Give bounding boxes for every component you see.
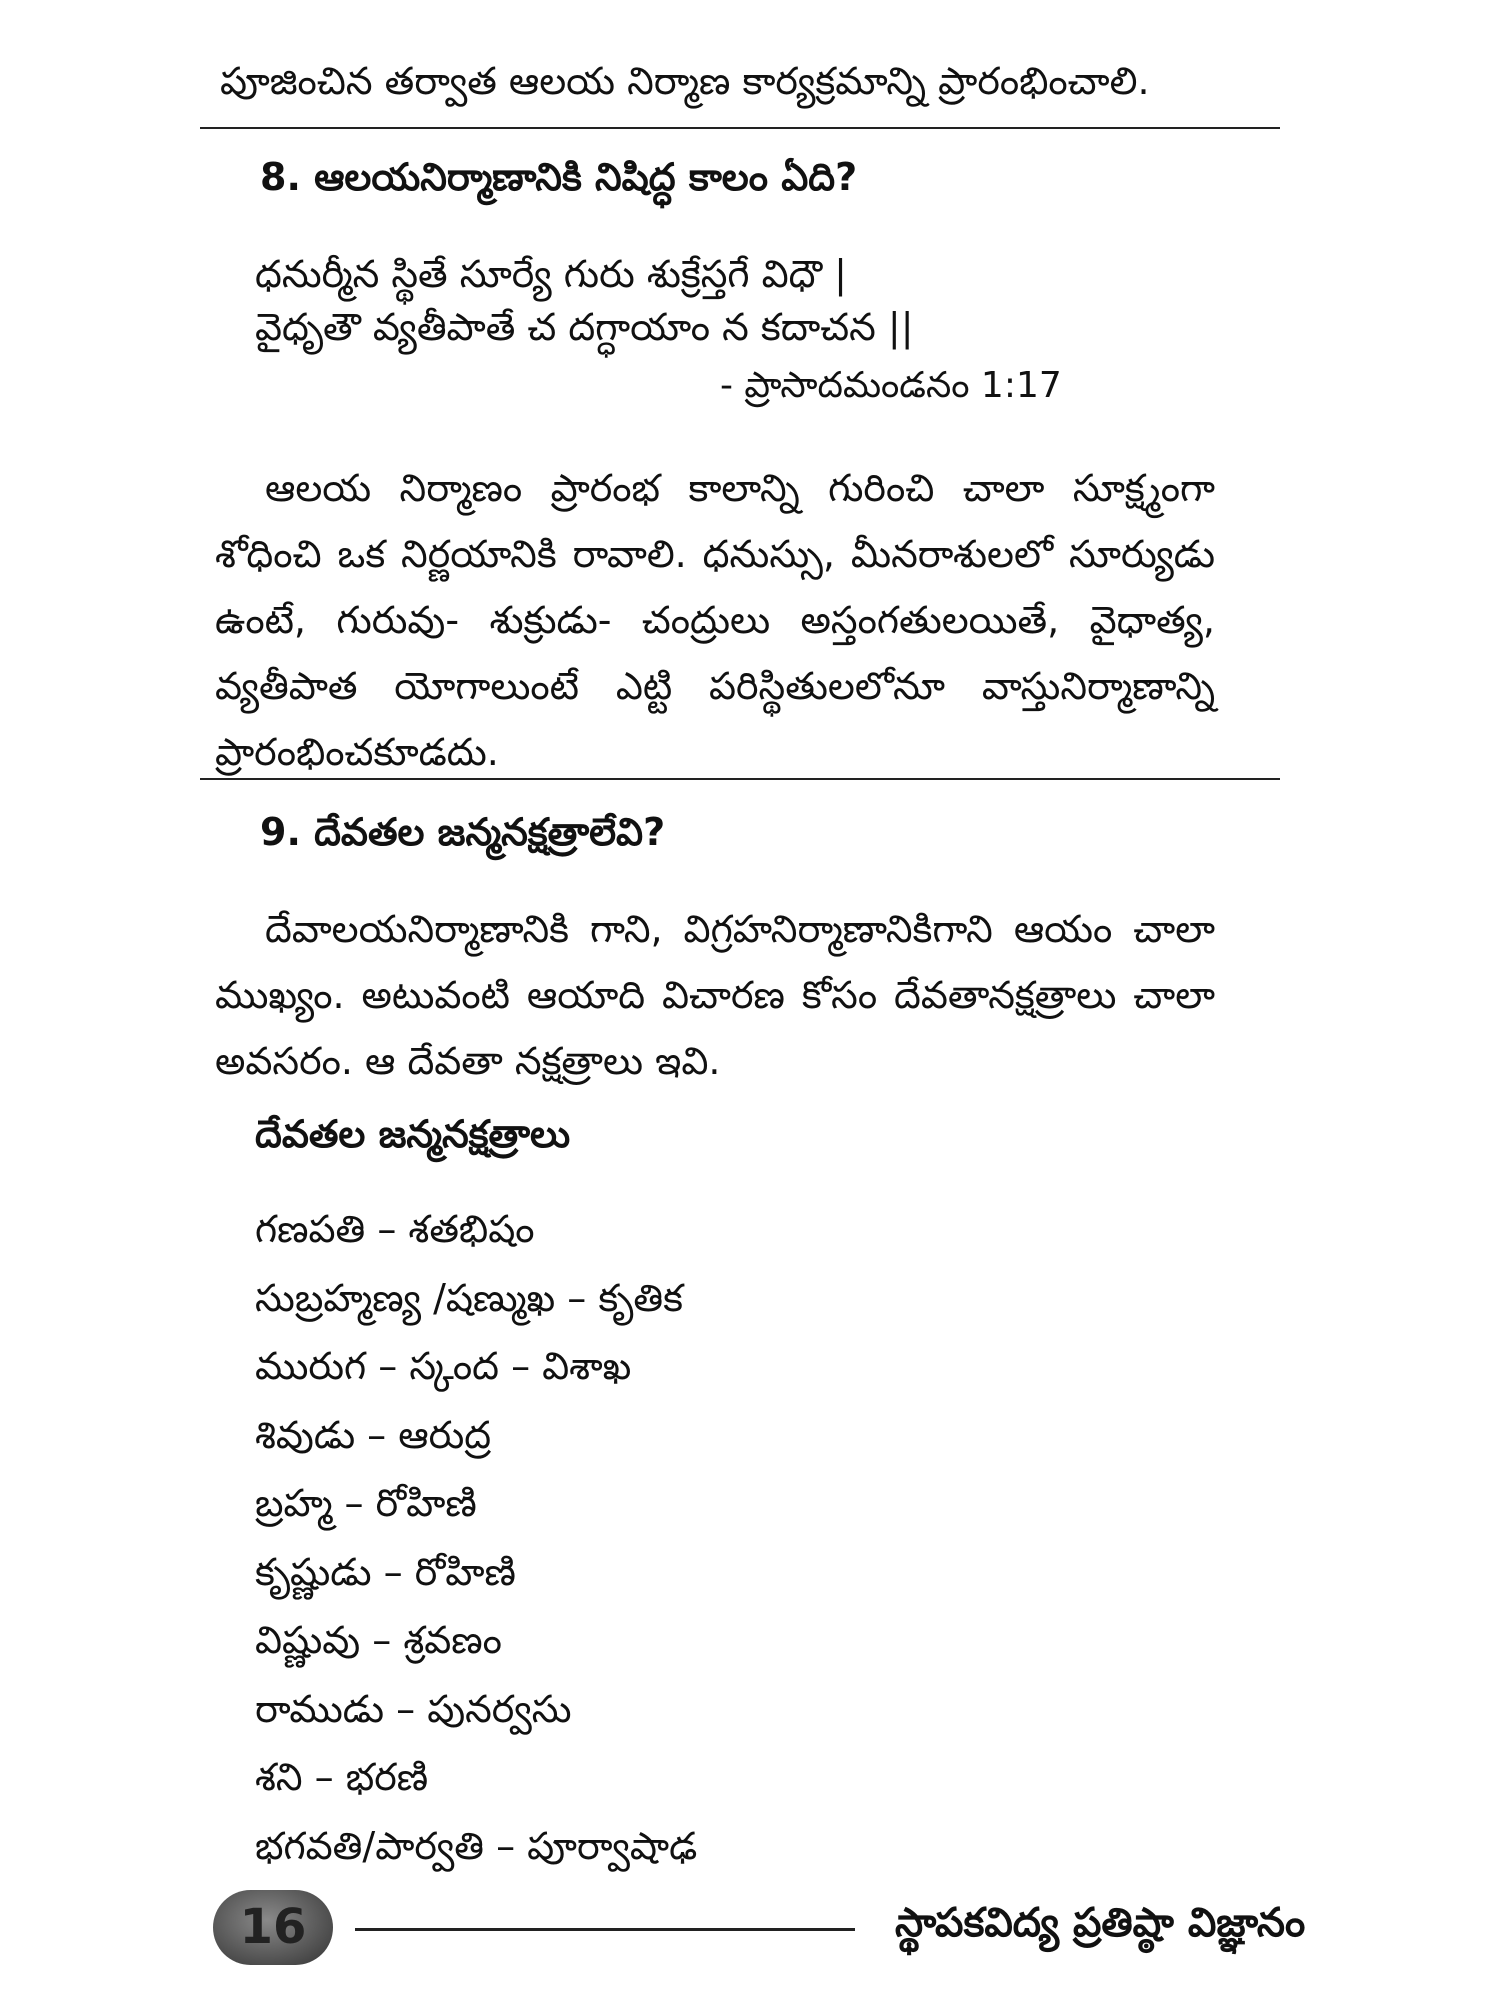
list-item: బ్రహ్మ – రోహిణి	[255, 1481, 477, 1525]
deity-star-list	[255, 1195, 697, 1880]
verse-source: - ప్రాసాదమండనం 1:17	[720, 365, 1062, 406]
continuation-line: పూజించిన తర్వాత ఆలయ నిర్మాణ కార్యక్రమాన్ని ప్రారంభించాలి.	[220, 59, 1150, 103]
verse-line-2: వైధృతౌ వ్యతీపాతే చ దగ్ధాయాం న కదాచన ||	[255, 305, 914, 349]
section9-heading: 9. దేవతల జన్మనక్షత్రాలేవి?	[260, 810, 666, 854]
list-item: విష్ణువు – శ్రవణం	[255, 1618, 502, 1662]
footer-rule	[355, 1928, 855, 1931]
page-footer	[0, 1880, 1500, 1980]
section8-heading: 8. ఆలయనిర్మాణానికి నిషిద్ధ కాలం ఏది?	[260, 155, 858, 199]
list-item: రాముడు – పునర్వసు	[255, 1686, 572, 1731]
section8-paragraph: ఆలయ నిర్మాణం ప్రారంభ కాలాన్ని గురించి చాలా సూక్ష్మంగా శోధించి ఒక నిర్ణయానికి రావాలి. ధనుస్సు, మీనరాశులలో సూర్యుడు ఉంటే, గురువు- శుక్రుడు- చంద్రులు అస్తంగతులయితే, వైధాత్య, వ్యతీపాత యోగాలుంటే ఎట్టి పరిస్థితులలోనూ వాస్తునిర్మాణాన్ని ప్రారంభించకూడదు.	[215, 466, 1215, 774]
page-number: 16	[213, 1890, 333, 1965]
section-divider	[200, 127, 1280, 129]
list-item: సుబ్రహ్మణ్య /షణ్ముఖ – కృతిక	[255, 1275, 683, 1320]
deity-stars-subheading: దేవతల జన్మనక్షత్రాలు	[255, 1112, 571, 1156]
list-item: భగవతి/పార్వతి – పూర్వాషాఢ	[255, 1823, 698, 1868]
list-item: కృష్ణుడు – రోహిణి	[255, 1549, 516, 1594]
list-item: శని – భరణి	[255, 1755, 429, 1799]
list-item: మురుగ – స్కంద – విశాఖ	[255, 1344, 632, 1388]
verse-line-1: ధనుర్మీన స్థితే సూర్యే గురు శుక్రేస్తగే విధౌ |	[255, 252, 847, 296]
section9-paragraph: దేవాలయనిర్మాణానికి గాని, విగ్రహనిర్మాణానికిగాని ఆయం చాలా ముఖ్యం. అటువంటి ఆయాది విచారణ కోసం దేవతానక్షత్రాలు చాలా అవసరం. ఆ దేవతా నక్షత్రాలు ఇవి.	[215, 907, 1215, 1083]
list-item: గణపతి – శతభిషం	[255, 1207, 535, 1251]
list-item: శివుడు – ఆరుద్ర	[255, 1412, 492, 1457]
section-divider	[200, 778, 1280, 780]
book-title: స్థాపకవిద్య ప్రతిష్ఠా విజ్ఞానం	[895, 1900, 1306, 1946]
